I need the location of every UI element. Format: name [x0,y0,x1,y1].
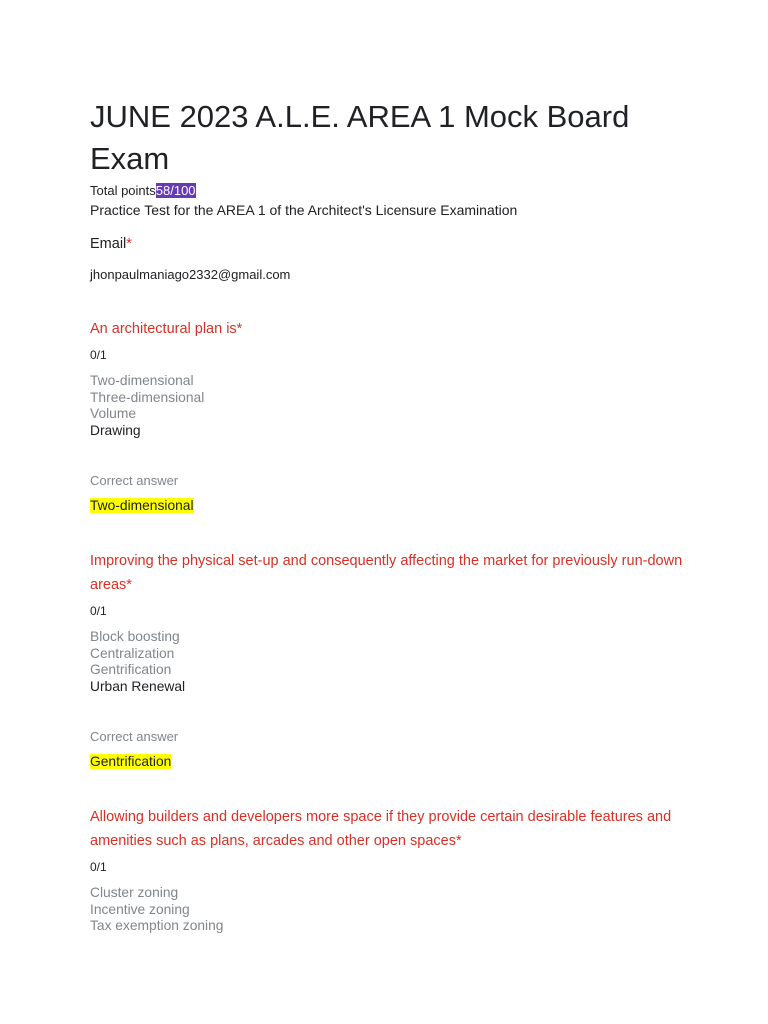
answer-option[interactable]: Volume [90,406,137,421]
question-text: An architectural plan is* [90,321,243,337]
email-label [90,235,690,253]
question-2 [90,549,690,771]
question-text: Allowing builders and developers more space if they provide certain desirable features and amenities such as plans, arcades and other open spaces* [90,809,672,849]
total-points-line [90,182,690,200]
total-points-label: Total points [90,183,156,198]
question-text: Improving the physical set-up and consequently affecting the market for previously run-down areas* [90,553,683,593]
score-badge: 58/100 [155,183,196,198]
answer-option-selected[interactable]: Urban Renewal [90,678,186,694]
correct-answer-label: Correct answer [90,729,179,744]
question-points: 0/1 [90,348,107,362]
email-label-text: Email [90,236,127,252]
correct-answer-label: Correct answer [90,473,179,488]
question-points: 0/1 [90,604,107,618]
form-page [90,96,690,935]
answer-option[interactable]: Gentrification [90,662,172,677]
correct-answer [90,753,690,771]
answer-option[interactable]: Block boosting [90,629,180,644]
answer-option[interactable]: Three-dimensional [90,389,205,405]
required-asterisk: * [126,236,132,252]
answer-options [90,629,690,695]
answer-option[interactable]: Incentive zoning [90,901,190,917]
answer-option[interactable]: Cluster zoning [90,885,179,900]
question-3 [90,805,690,935]
answer-options [90,373,690,439]
question-points: 0/1 [90,860,107,874]
answer-option[interactable]: Two-dimensional [90,373,194,388]
correct-answer [90,497,690,515]
question-1 [90,317,690,515]
correct-answer-highlight: Two-dimensional [90,498,194,513]
email-value: jhonpaulmaniago2332@gmail.com [90,267,291,282]
correct-answer-highlight: Gentrification [90,754,172,769]
answer-option[interactable]: Tax exemption zoning [90,918,224,933]
form-description: Practice Test for the AREA 1 of the Architect's Licensure Examination [90,202,518,218]
answer-option[interactable]: Centralization [90,645,175,661]
form-title: JUNE 2023 A.L.E. AREA 1 Mock Board Exam [90,99,630,176]
answer-options [90,885,690,935]
answer-option-selected[interactable]: Drawing [90,422,141,438]
